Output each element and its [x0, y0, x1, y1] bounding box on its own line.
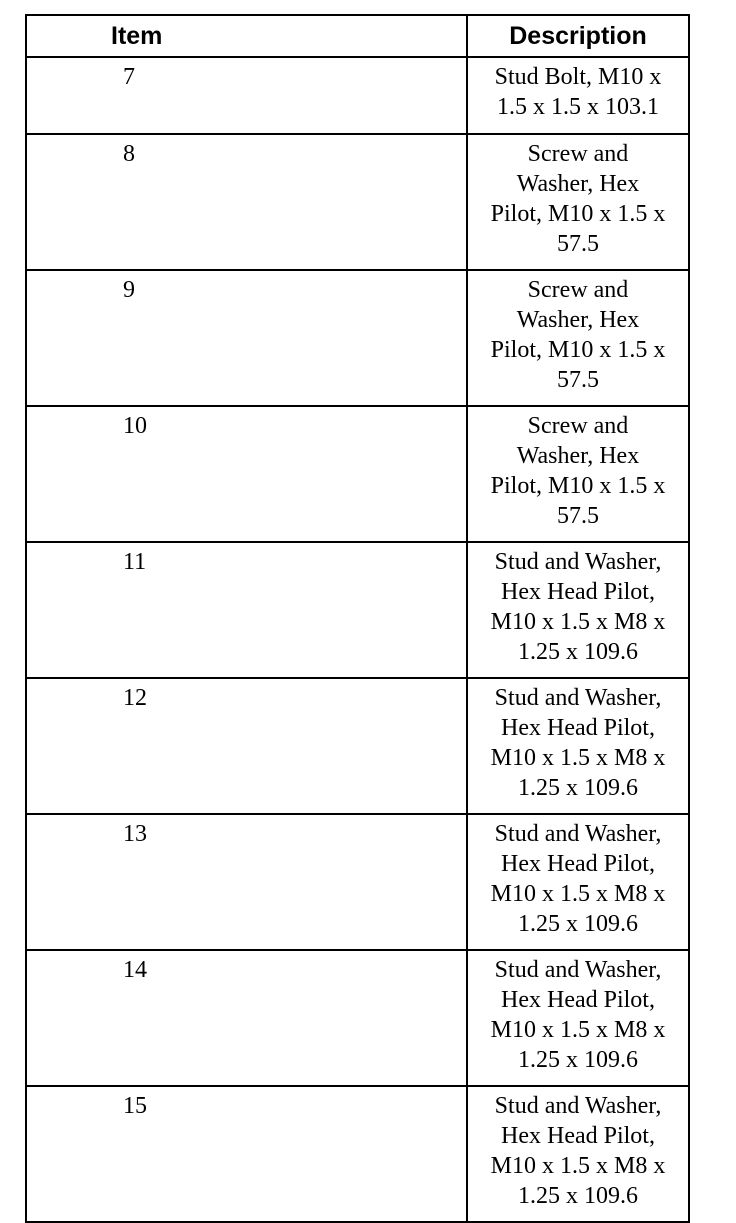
header-row [26, 15, 689, 57]
description-line: Hex Head Pilot, [501, 851, 655, 877]
item-number-cell: 14 [26, 950, 467, 1086]
table-row [26, 542, 689, 678]
description-line: Pilot, M10 x 1.5 x [490, 201, 666, 227]
description-line: Pilot, M10 x 1.5 x [490, 337, 666, 363]
description-line: 1.25 x 109.6 [518, 639, 638, 665]
description-cell [467, 270, 689, 406]
description-line: Hex Head Pilot, [501, 987, 655, 1013]
description-line: M10 x 1.5 x M8 x [490, 609, 666, 635]
description-line: Stud and Washer, [494, 1093, 662, 1119]
description-line: 1.5 x 1.5 x 103.1 [497, 94, 659, 120]
description-line: Screw and [527, 413, 629, 439]
column-header-item: Item [26, 15, 467, 57]
description-cell [467, 678, 689, 814]
description-line: 57.5 [557, 503, 599, 529]
description-line: Pilot, M10 x 1.5 x [490, 473, 666, 499]
description-line: Stud and Washer, [494, 549, 662, 575]
item-number-cell: 10 [26, 406, 467, 542]
description-line: Stud and Washer, [494, 957, 662, 983]
description-line: 57.5 [557, 367, 599, 393]
description-cell [467, 57, 689, 134]
table-row [26, 814, 689, 950]
description-line: 57.5 [557, 231, 599, 257]
table-row [26, 1086, 689, 1222]
description-line: 1.25 x 109.6 [518, 775, 638, 801]
item-number-cell: 15 [26, 1086, 467, 1222]
description-line: Hex Head Pilot, [501, 715, 655, 741]
item-number-cell: 11 [26, 542, 467, 678]
description-cell [467, 1086, 689, 1222]
description-line: Stud and Washer, [494, 821, 662, 847]
description-line: Hex Head Pilot, [501, 579, 655, 605]
table-row [26, 406, 689, 542]
description-cell [467, 950, 689, 1086]
description-line: Stud and Washer, [494, 685, 662, 711]
table-row [26, 678, 689, 814]
table-body [26, 57, 689, 1222]
description-line: 1.25 x 109.6 [518, 1183, 638, 1209]
description-line: Washer, Hex [516, 307, 640, 333]
table-header [26, 15, 689, 57]
column-header-description: Description [467, 15, 689, 57]
description-line: M10 x 1.5 x M8 x [490, 1017, 666, 1043]
item-number-cell: 9 [26, 270, 467, 406]
table-row [26, 57, 689, 134]
item-number-cell: 12 [26, 678, 467, 814]
description-line: Stud Bolt, M10 x [494, 64, 662, 90]
item-number-cell: 8 [26, 134, 467, 270]
item-number-cell: 7 [26, 57, 467, 134]
table-row [26, 950, 689, 1086]
description-cell [467, 134, 689, 270]
description-cell [467, 406, 689, 542]
description-line: M10 x 1.5 x M8 x [490, 1153, 666, 1179]
item-number-cell: 13 [26, 814, 467, 950]
table-row [26, 134, 689, 270]
description-line: Washer, Hex [516, 443, 640, 469]
description-line: Screw and [527, 141, 629, 167]
description-line: M10 x 1.5 x M8 x [490, 745, 666, 771]
table-row [26, 270, 689, 406]
description-line: M10 x 1.5 x M8 x [490, 881, 666, 907]
description-line: Washer, Hex [516, 171, 640, 197]
description-line: Screw and [527, 277, 629, 303]
description-line: 1.25 x 109.6 [518, 1047, 638, 1073]
description-line: Hex Head Pilot, [501, 1123, 655, 1149]
parts-table [25, 14, 690, 1223]
description-cell [467, 542, 689, 678]
description-cell [467, 814, 689, 950]
description-line: 1.25 x 109.6 [518, 911, 638, 937]
